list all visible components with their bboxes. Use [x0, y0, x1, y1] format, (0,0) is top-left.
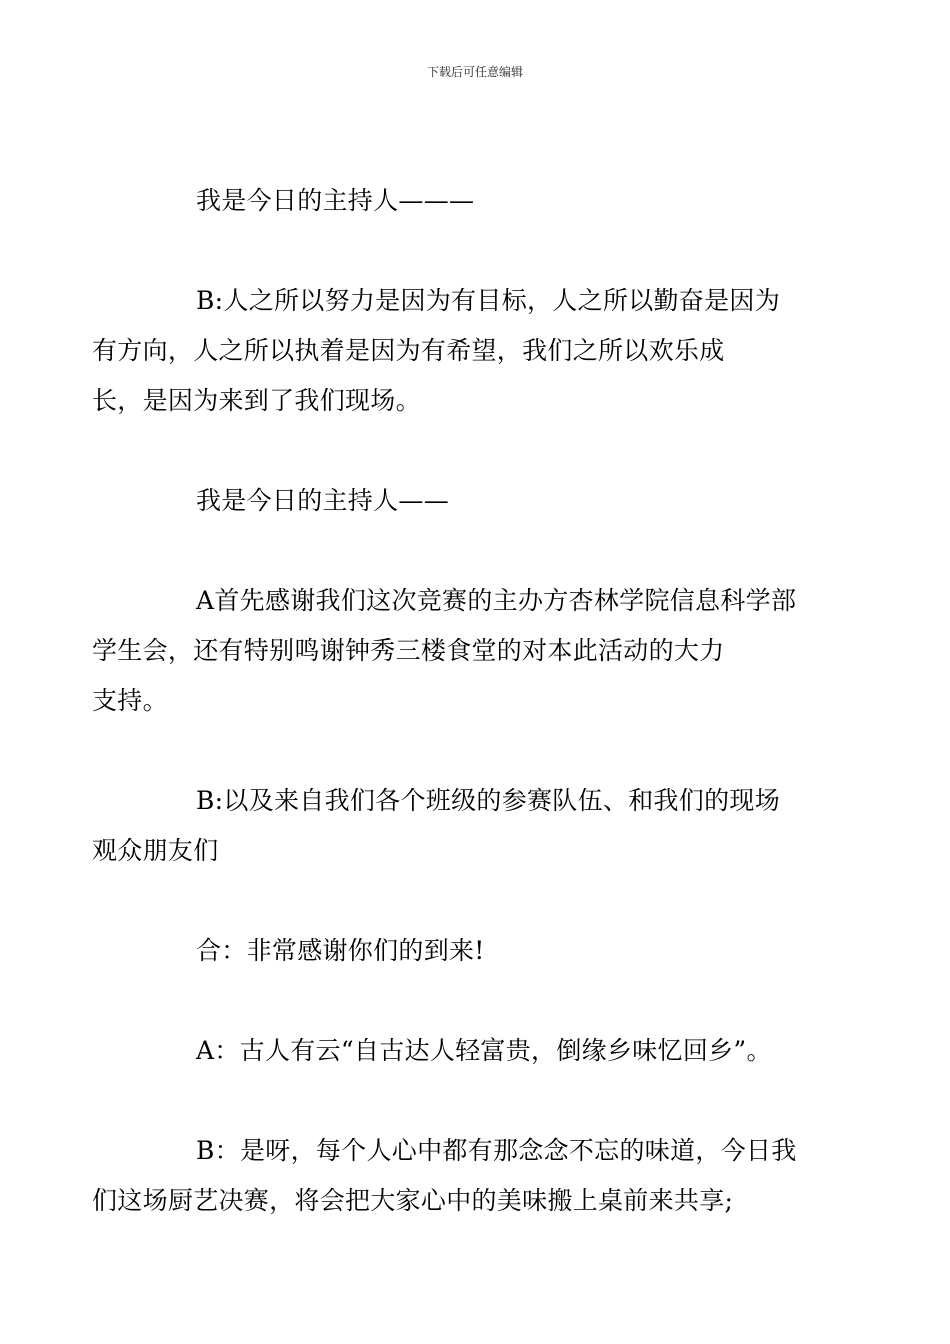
paragraph: [144, 1026, 808, 1076]
paragraph-line: 长，是因为来到了我们现场。: [92, 386, 421, 415]
paragraph-line: A首先感谢我们这次竞赛的主办方杏林学院信息科学部: [196, 586, 797, 615]
paragraph: [144, 176, 808, 226]
paragraph-line: 有方向，人之所以执着是因为有希望，我们之所以欢乐成: [92, 336, 725, 365]
paragraph-line: 学生会，还有特别鸣谢钟秀三楼食堂的对本此活动的大力: [92, 636, 725, 665]
paragraph: [92, 1126, 808, 1226]
paragraph-line: 我是今日的主持人——: [196, 486, 450, 515]
paragraph-line: B：是呀，每个人心中都有那念念不忘的味道，今日我: [196, 1136, 797, 1165]
paragraph-line: B:以及来自我们各个班级的参赛队伍、和我们的现场: [196, 786, 780, 815]
paragraph-line: 观众朋友们: [92, 836, 219, 865]
paragraph-line: 我是今日的主持人———: [196, 186, 475, 215]
paragraph: [92, 776, 808, 876]
paragraph-line: 支持。: [92, 686, 168, 715]
document-body: [92, 176, 808, 1276]
paragraph: [144, 926, 808, 976]
page-header: 下载后可任意编辑: [426, 65, 523, 79]
paragraph-line: B:人之所以努力是因为有目标，人之所以勤奋是因为: [196, 286, 780, 315]
paragraph: [144, 476, 808, 526]
paragraph: [92, 276, 808, 426]
paragraph-line: A：古人有云“自古达人轻富贵，倒缘乡味忆回乡”。: [196, 1036, 772, 1065]
paragraph: [92, 576, 808, 726]
paragraph-line: 合：非常感谢你们的到来!: [196, 936, 485, 965]
paragraph-line: 们这场厨艺决赛，将会把大家心中的美味搬上桌前来共享;: [92, 1186, 734, 1215]
